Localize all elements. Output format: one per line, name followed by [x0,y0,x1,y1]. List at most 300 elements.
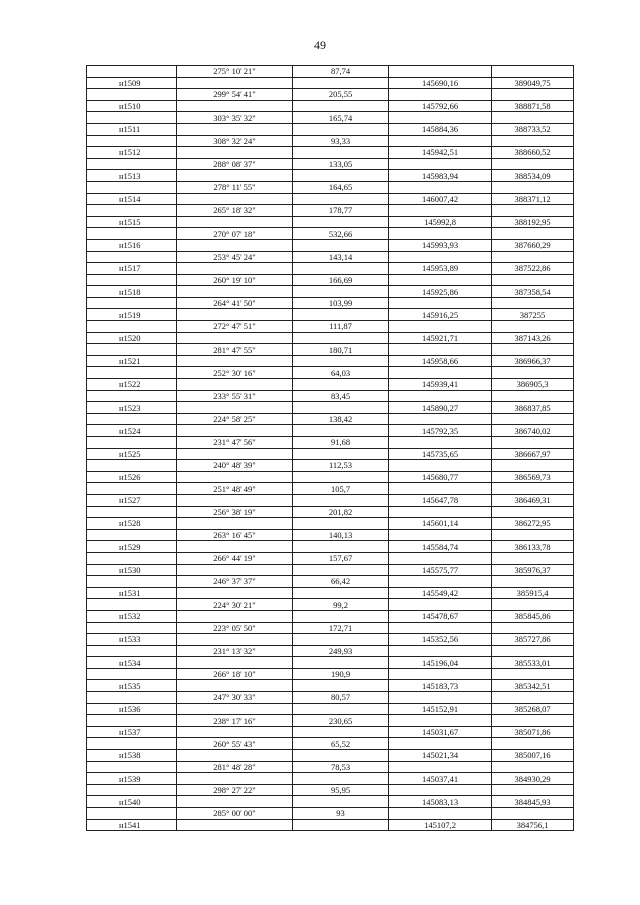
bearing-cell: 264° 41' 50" [177,297,293,309]
bearing-cell: 260° 55' 43" [177,738,293,750]
empty-cell [389,135,492,147]
point-name-cell: н1520 [87,332,177,344]
empty-cell [177,610,293,622]
empty-cell [389,390,492,402]
x-coordinate-cell: 145031,67 [389,726,492,738]
empty-cell [87,89,177,101]
y-coordinate-cell: 384930,29 [492,773,574,785]
x-coordinate-cell: 145792,35 [389,425,492,437]
empty-cell [177,123,293,135]
page-number: 49 [314,38,326,52]
empty-cell [87,599,177,611]
empty-cell [177,402,293,414]
point-row [87,796,574,808]
y-coordinate-cell: 386569,73 [492,471,574,483]
empty-cell [492,390,574,402]
x-coordinate-cell: 145792,66 [389,100,492,112]
point-row [87,726,574,738]
distance-cell: 112,53 [293,460,389,472]
y-coordinate-cell: 385845,86 [492,610,574,622]
x-coordinate-cell: 145478,67 [389,610,492,622]
empty-cell [492,784,574,796]
point-row [87,657,574,669]
point-name-cell: н1517 [87,263,177,275]
empty-cell [492,483,574,495]
segment-row [87,645,574,657]
empty-cell [87,437,177,449]
bearing-cell: 299° 54' 41" [177,89,293,101]
x-coordinate-cell: 145939,41 [389,379,492,391]
empty-cell [293,657,389,669]
distance-cell: 80,57 [293,692,389,704]
x-coordinate-cell: 145083,13 [389,796,492,808]
empty-cell [177,263,293,275]
empty-cell [389,761,492,773]
point-name-cell: н1525 [87,448,177,460]
distance-cell: 172,71 [293,622,389,634]
empty-cell [492,367,574,379]
bearing-cell: 251° 48' 49" [177,483,293,495]
y-coordinate-cell: 386272,95 [492,518,574,530]
x-coordinate-cell: 145983,94 [389,170,492,182]
empty-cell [492,158,574,170]
point-name-cell: н1538 [87,750,177,762]
empty-cell [87,784,177,796]
y-coordinate-cell: 385268,07 [492,703,574,715]
y-coordinate-cell: 384845,93 [492,796,574,808]
empty-cell [87,460,177,472]
empty-cell [492,135,574,147]
point-row [87,216,574,228]
empty-cell [389,808,492,820]
segment-row [87,205,574,217]
empty-cell [293,448,389,460]
empty-cell [87,761,177,773]
x-coordinate-cell: 145107,2 [389,819,492,831]
point-name-cell: н1528 [87,518,177,530]
distance-cell: 201,82 [293,506,389,518]
distance-cell: 165,74 [293,112,389,124]
distance-cell: 230,65 [293,715,389,727]
empty-cell [87,112,177,124]
x-coordinate-cell: 145890,27 [389,402,492,414]
bearing-cell: 278° 11' 55" [177,181,293,193]
segment-row [87,784,574,796]
x-coordinate-cell: 145021,34 [389,750,492,762]
y-coordinate-cell: 389049,75 [492,77,574,89]
bearing-cell: 285° 00' 00" [177,808,293,820]
empty-cell [87,506,177,518]
segment-row [87,599,574,611]
empty-cell [177,425,293,437]
empty-cell [492,715,574,727]
point-name-cell: н1513 [87,170,177,182]
empty-cell [293,680,389,692]
coordinates-table [86,65,574,831]
point-name-cell: н1523 [87,402,177,414]
empty-cell [492,321,574,333]
empty-cell [389,506,492,518]
empty-cell [492,112,574,124]
empty-cell [87,135,177,147]
x-coordinate-cell: 145916,25 [389,309,492,321]
y-coordinate-cell: 386133,78 [492,541,574,553]
bearing-cell: 266° 18' 10" [177,668,293,680]
empty-cell [293,216,389,228]
distance-cell: 532,66 [293,228,389,240]
empty-cell [87,205,177,217]
point-name-cell: н1511 [87,123,177,135]
segment-row [87,808,574,820]
empty-cell [177,77,293,89]
empty-cell [389,367,492,379]
bearing-cell: 308° 32' 24" [177,135,293,147]
x-coordinate-cell: 145647,78 [389,494,492,506]
point-name-cell: н1533 [87,634,177,646]
point-name-cell: н1531 [87,587,177,599]
empty-cell [177,216,293,228]
empty-cell [293,147,389,159]
empty-cell [492,297,574,309]
empty-cell [389,668,492,680]
bearing-cell: 224° 30' 21" [177,599,293,611]
empty-cell [492,89,574,101]
distance-cell: 143,14 [293,251,389,263]
point-row [87,541,574,553]
distance-cell: 249,93 [293,645,389,657]
point-name-cell: н1521 [87,355,177,367]
x-coordinate-cell: 145992,8 [389,216,492,228]
distance-cell: 166,69 [293,274,389,286]
point-row [87,425,574,437]
empty-cell [87,344,177,356]
x-coordinate-cell: 145942,51 [389,147,492,159]
empty-cell [389,89,492,101]
point-name-cell: н1510 [87,100,177,112]
empty-cell [87,367,177,379]
point-name-cell: н1516 [87,239,177,251]
segment-row [87,367,574,379]
empty-cell [293,703,389,715]
empty-cell [492,552,574,564]
point-row [87,123,574,135]
empty-cell [293,564,389,576]
distance-cell: 91,68 [293,437,389,449]
empty-cell [389,645,492,657]
x-coordinate-cell: 145921,71 [389,332,492,344]
x-coordinate-cell: 145352,56 [389,634,492,646]
segment-row [87,692,574,704]
x-coordinate-cell: 145884,36 [389,123,492,135]
bearing-cell: 233° 55' 31" [177,390,293,402]
empty-cell [492,645,574,657]
empty-cell [389,112,492,124]
distance-cell: 105,7 [293,483,389,495]
point-row [87,100,574,112]
empty-cell [293,726,389,738]
y-coordinate-cell: 386837,85 [492,402,574,414]
empty-cell [389,251,492,263]
empty-cell [177,471,293,483]
empty-cell [293,494,389,506]
empty-cell [87,692,177,704]
distance-cell: 140,13 [293,529,389,541]
empty-cell [87,66,177,78]
empty-cell [293,425,389,437]
empty-cell [293,309,389,321]
y-coordinate-cell: 388660,52 [492,147,574,159]
segment-row [87,112,574,124]
bearing-cell: 281° 48' 28" [177,761,293,773]
empty-cell [87,808,177,820]
empty-cell [87,251,177,263]
point-row [87,634,574,646]
x-coordinate-cell: 145680,77 [389,471,492,483]
point-row [87,309,574,321]
empty-cell [293,123,389,135]
point-name-cell: н1514 [87,193,177,205]
point-row [87,193,574,205]
empty-cell [293,819,389,831]
empty-cell [492,761,574,773]
point-name-cell: н1532 [87,610,177,622]
empty-cell [492,181,574,193]
bearing-cell: 263° 16' 45" [177,529,293,541]
point-name-cell: н1515 [87,216,177,228]
distance-cell: 205,55 [293,89,389,101]
point-row [87,703,574,715]
empty-cell [87,668,177,680]
point-row [87,494,574,506]
segment-row [87,251,574,263]
empty-cell [293,239,389,251]
segment-row [87,66,574,78]
empty-cell [177,193,293,205]
empty-cell [492,460,574,472]
empty-cell [293,193,389,205]
empty-cell [177,657,293,669]
segment-row [87,483,574,495]
empty-cell [177,750,293,762]
distance-cell: 87,74 [293,66,389,78]
empty-cell [177,239,293,251]
coordinates-table-body [87,66,574,831]
empty-cell [177,703,293,715]
empty-cell [293,587,389,599]
point-name-cell: н1529 [87,541,177,553]
segment-row [87,460,574,472]
empty-cell [177,796,293,808]
point-row [87,239,574,251]
empty-cell [177,564,293,576]
bearing-cell: 266° 44' 19" [177,552,293,564]
distance-cell: 66,42 [293,576,389,588]
empty-cell [492,668,574,680]
distance-cell: 65,52 [293,738,389,750]
empty-cell [293,796,389,808]
empty-cell [177,147,293,159]
point-row [87,402,574,414]
empty-cell [389,483,492,495]
segment-row [87,89,574,101]
empty-cell [492,274,574,286]
point-row [87,355,574,367]
point-row [87,147,574,159]
empty-cell [492,205,574,217]
empty-cell [177,355,293,367]
empty-cell [389,158,492,170]
segment-row [87,437,574,449]
empty-cell [177,332,293,344]
y-coordinate-cell: 387255 [492,309,574,321]
empty-cell [293,379,389,391]
point-row [87,518,574,530]
empty-cell [389,738,492,750]
empty-cell [87,274,177,286]
segment-row [87,297,574,309]
empty-cell [293,402,389,414]
empty-cell [492,228,574,240]
y-coordinate-cell: 388192,95 [492,216,574,228]
point-row [87,263,574,275]
bearing-cell: 303° 35' 32" [177,112,293,124]
y-coordinate-cell: 384756,1 [492,819,574,831]
bearing-cell: 247° 30' 33" [177,692,293,704]
y-coordinate-cell: 385071,86 [492,726,574,738]
bearing-cell: 298° 27' 22" [177,784,293,796]
y-coordinate-cell: 387522,86 [492,263,574,275]
bearing-cell: 256° 38' 19" [177,506,293,518]
bearing-cell: 288° 08' 37" [177,158,293,170]
segment-row [87,529,574,541]
distance-cell: 157,67 [293,552,389,564]
point-row [87,170,574,182]
distance-cell: 164,65 [293,181,389,193]
point-name-cell: н1527 [87,494,177,506]
empty-cell [293,263,389,275]
point-row [87,448,574,460]
empty-cell [177,680,293,692]
segment-row [87,738,574,750]
distance-cell: 133,05 [293,158,389,170]
segment-row [87,761,574,773]
point-name-cell: н1535 [87,680,177,692]
point-name-cell: н1522 [87,379,177,391]
point-name-cell: н1509 [87,77,177,89]
empty-cell [293,170,389,182]
distance-cell: 180,71 [293,344,389,356]
point-row [87,819,574,831]
distance-cell: 78,53 [293,761,389,773]
y-coordinate-cell: 387358,54 [492,286,574,298]
empty-cell [492,506,574,518]
empty-cell [177,494,293,506]
x-coordinate-cell: 146007,42 [389,193,492,205]
y-coordinate-cell: 385342,51 [492,680,574,692]
empty-cell [389,437,492,449]
distance-cell: 178,77 [293,205,389,217]
empty-cell [492,808,574,820]
empty-cell [389,205,492,217]
empty-cell [177,286,293,298]
empty-cell [177,100,293,112]
segment-row [87,274,574,286]
empty-cell [389,529,492,541]
x-coordinate-cell: 145601,14 [389,518,492,530]
empty-cell [293,750,389,762]
x-coordinate-cell: 145993,93 [389,239,492,251]
bearing-cell: 224° 58' 25" [177,413,293,425]
y-coordinate-cell: 388371,12 [492,193,574,205]
bearing-cell: 246° 37' 37" [177,576,293,588]
empty-cell [389,274,492,286]
empty-cell [87,576,177,588]
empty-cell [293,773,389,785]
segment-row [87,715,574,727]
point-name-cell: н1537 [87,726,177,738]
empty-cell [177,726,293,738]
point-row [87,564,574,576]
distance-cell: 103,99 [293,297,389,309]
empty-cell [87,228,177,240]
x-coordinate-cell: 145575,77 [389,564,492,576]
empty-cell [87,738,177,750]
empty-cell [293,471,389,483]
point-name-cell: н1526 [87,471,177,483]
point-name-cell: н1536 [87,703,177,715]
empty-cell [177,634,293,646]
y-coordinate-cell: 385976,37 [492,564,574,576]
point-row [87,379,574,391]
y-coordinate-cell: 386667,97 [492,448,574,460]
empty-cell [293,355,389,367]
empty-cell [87,622,177,634]
x-coordinate-cell: 145037,41 [389,773,492,785]
distance-cell: 95,95 [293,784,389,796]
segment-row [87,413,574,425]
distance-cell: 111,87 [293,321,389,333]
empty-cell [389,784,492,796]
x-coordinate-cell: 145953,89 [389,263,492,275]
empty-cell [492,251,574,263]
empty-cell [389,622,492,634]
empty-cell [293,518,389,530]
bearing-cell: 253° 45' 24" [177,251,293,263]
segment-row [87,344,574,356]
empty-cell [492,599,574,611]
x-coordinate-cell: 145183,73 [389,680,492,692]
empty-cell [389,552,492,564]
distance-cell: 190,9 [293,668,389,680]
empty-cell [492,738,574,750]
point-name-cell: н1512 [87,147,177,159]
segment-row [87,668,574,680]
empty-cell [389,321,492,333]
empty-cell [492,576,574,588]
segment-row [87,228,574,240]
y-coordinate-cell: 385533,01 [492,657,574,669]
bearing-cell: 260° 19' 10" [177,274,293,286]
point-name-cell: н1539 [87,773,177,785]
empty-cell [87,413,177,425]
y-coordinate-cell: 387660,29 [492,239,574,251]
empty-cell [492,437,574,449]
point-name-cell: н1530 [87,564,177,576]
distance-cell: 93,33 [293,135,389,147]
empty-cell [177,379,293,391]
distance-cell: 64,03 [293,367,389,379]
distance-cell: 99,2 [293,599,389,611]
